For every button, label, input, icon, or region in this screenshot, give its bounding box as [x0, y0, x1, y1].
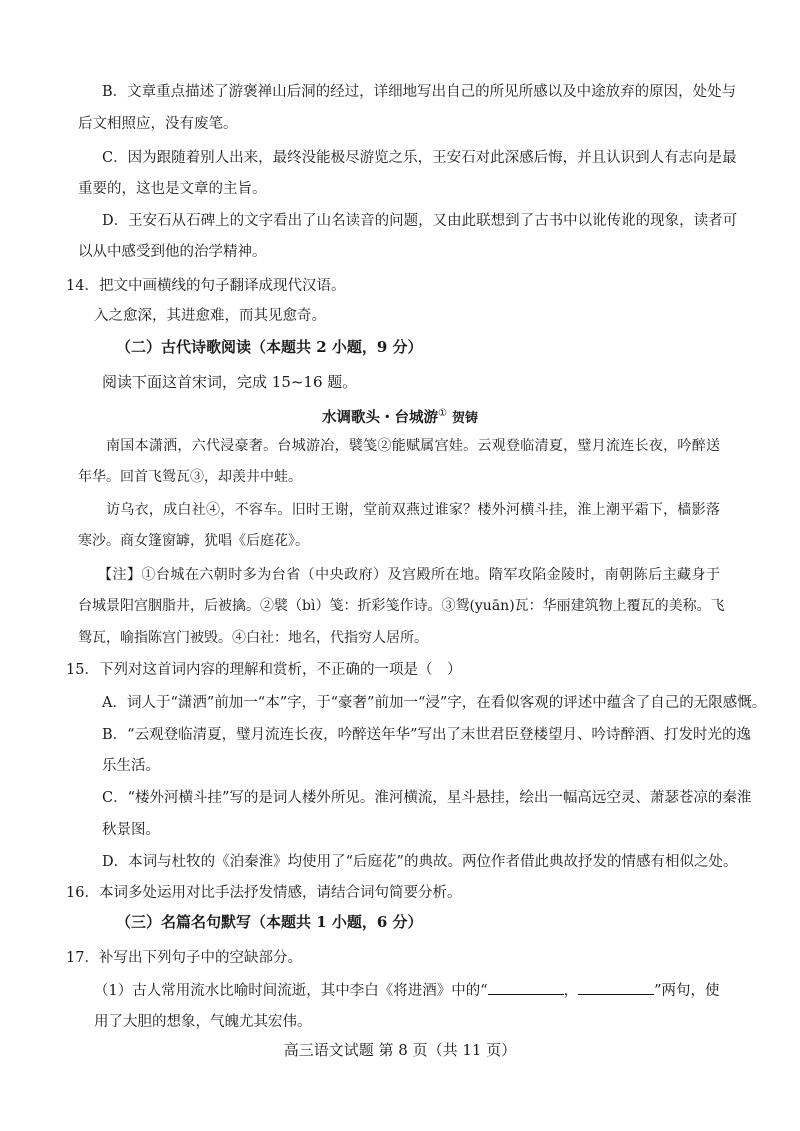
q13-option-d-line2: 以从中感受到他的治学精神。 [78, 244, 267, 260]
poem-line-3: 访乌衣，成白社④，不容车。旧时王谢，堂前双燕过谁家？楼外河横斗挂，淮上潮平霜下，樯影落 [106, 502, 720, 518]
q17-item1-prefix: （1）古人常用流水比喻时间流逝，其中李白《将进酒》中的“ [94, 983, 488, 999]
q14-sentence: 入之愈深，其进愈难，而其见愈奇。 [94, 308, 326, 324]
section2-intro: 阅读下面这首宋词，完成 15~16 题。 [102, 373, 358, 391]
q17-item1-separator: ， [563, 983, 579, 999]
q15-stem: 15．下列对这首词内容的理解和赏析，不正确的一项是（ ） [66, 662, 462, 678]
section3-heading: （三）名篇名句默写（本题共 1 小题，6 分） [116, 913, 423, 931]
q15-option-d: D．本词与杜牧的《泊秦淮》均使用了“后庭花”的典故。两位作者借此典故抒发的情感有相似之处。 [102, 854, 738, 870]
poem-note-3: 鸳瓦，喻指陈宫门被毁。④白社：地名，代指穷人居所。 [78, 630, 428, 646]
poem-note-mark: ① [437, 408, 447, 419]
poem-note-2: 台城景阳宫胭脂井，后被擒。②襞（bì）笺：折彩笺作诗。③鸳(yuān)瓦：华丽建筑物上覆瓦的美称。飞 [78, 598, 725, 614]
q14-stem: 14．把文中画横线的句子翻译成现代汉语。 [66, 278, 346, 294]
q15-option-c-line2: 秋景图。 [102, 822, 160, 838]
poem-line-2: 年华。回首飞鸳瓦③，却羡井中蛙。 [78, 469, 302, 485]
q15-option-c-line1: C．“楼外河横斗挂”写的是词人楼外所见。淮河横流，星斗悬挂，绘出一幅高远空灵、萧瑟苍凉的秦淮 [102, 790, 752, 806]
poem-author: 贺铸 [452, 410, 479, 426]
q13-option-c-line1: C．因为跟随着别人出来，最终没能极尽游览之乐，王安石对此深感后悔，并且认识到人有志向是最 [102, 150, 737, 166]
q15-option-b-line1: B．“云观登临清夏，璧月流连长夜，吟醉送年华”写出了末世君臣登楼望月、吟诗醉酒、打发时光的逸 [102, 727, 751, 743]
poem-title: 水调歌头・台城游 [321, 408, 438, 426]
q17-item1-line2: 用了大胆的想象，气魄尤其宏伟。 [94, 1014, 312, 1030]
q13-option-d-line1: D．王安石从石碑上的文字看出了山名读音的问题，又由此联想到了古书中以讹传讹的现象，读者可 [102, 213, 738, 229]
answer-blank-2[interactable] [578, 980, 654, 995]
q15-option-b-line2: 乐生活。 [102, 758, 160, 774]
q17-item1-line1 [94, 980, 720, 1001]
answer-blank-1[interactable] [488, 980, 564, 995]
poem-line-1: 南国本潇洒，六代浸豪奢。台城游冶，襞笺②能赋属宫娃。云观登临清夏，璧月流连长夜，吟醉送 [106, 438, 720, 454]
poem-line-4: 寒沙。商女篷窗罅，犹唱《后庭花》。 [78, 533, 309, 549]
poem-title-line [0, 404, 800, 429]
q17-item1-suffix: ”两句，使 [654, 983, 720, 999]
q13-option-b-line1: B．文章重点描述了游褒禅山后洞的经过，详细地写出自己的所见所感以及中途放弃的原因，处处与 [102, 84, 737, 100]
poem-note-1: 【注】①台城在六朝时多为台省（中央政府）及宫殿所在地。隋军攻陷金陵时，南朝陈后主藏身于 [98, 567, 720, 583]
q17-stem: 17．补写出下列句子中的空缺部分。 [66, 950, 302, 966]
q13-option-c-line2: 重要的，这也是文章的主旨。 [78, 181, 267, 197]
page-footer: 高三语文试题 第 8 页（共 11 页） [283, 1041, 517, 1059]
q13-option-b-line2: 后文相照应，没有废笔。 [78, 116, 238, 132]
q15-option-a: A．词人于“潇洒”前加一“本”字，于“豪奢”前加一“浸”字，在看似客观的评述中蕴含了自己的无限感慨。 [102, 695, 767, 711]
q16-stem: 16．本词多处运用对比手法抒发情感，请结合词句简要分析。 [66, 885, 462, 901]
section2-heading: （二）古代诗歌阅读（本题共 2 小题，9 分） [116, 338, 423, 356]
